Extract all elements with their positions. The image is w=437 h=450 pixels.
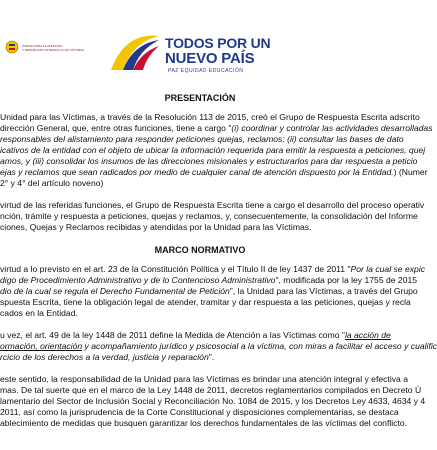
p2-line-1: virtud de las referidas funciones, el Grupo de Respuesta Escrita tiene a cargo el desarrollo del proceso operativ (0, 200, 425, 210)
p3-line-4: spuesta Escrita, tiene la obligación legal de atender, tramitar y dar respuesta a las peticiones, quejas y recla (0, 297, 411, 307)
p1-line-6: ejas y reclamos que sean radicados por medio de cualquier canal de atención dispuesto por la Entidad.) (Numer (0, 167, 428, 177)
p5-line-3: lamentario del Sector de Inclusión Social y Reconciliación No. 1084 de 2015, y los Decretos Ley 4633, 4634 y 4 (0, 396, 426, 406)
p3-line-5: cados en la Entidad. (0, 308, 78, 318)
section-title-marco-normativo: MARCO NORMATIVO (154, 245, 246, 255)
section-title-presentacion: PRESENTACIÓN (164, 93, 236, 103)
p1-line-5: amos, y (iii) consolidar los insumos de las direcciones misionales y estructurarlos para dar respuesta a peticio (0, 156, 418, 166)
p4-line-1: u vez, el art. 49 de la ley 1448 de 2011 define la Medida de Atención a las Víctimas como "la acción de (0, 330, 391, 340)
p1-line-7: 2° y 4° del artículo noveno) (0, 178, 104, 188)
p1-line-4: icativos de la entidad con el objeto de ubicar la información requerida para emitir la respuesta a peticiones, quej (0, 145, 426, 155)
p1-line-1: Unidad para las Víctimas, a través de la Resolución 113 de 2015, creó el Grupo de Respuesta Escrita adscrito (0, 112, 420, 122)
seal-caption-line2: Y REPARACIÓN INTEGRAL A LAS VÍCTIMAS (22, 48, 85, 52)
p5-line-5: ablecimiento de medidas que busquen garantizar los derechos fundamentales de las víctimas del conflicto. (0, 418, 408, 428)
p1-line-3: responsables del alistamiento para responder peticiones quejas, reclamos; (ii) consultar las bases de dato (0, 134, 404, 144)
p4-line-3: rcicio de los derechos a la verdad, justicia y reparación". (0, 352, 215, 362)
p5-line-1: este sentido, la responsabilidad de la Unidad para las Víctimas es brindar una atención integral y efectiva a (0, 374, 408, 384)
p1-line-2: dirección General, que, entre otras funciones, tiene a cargo "(i) coordinar y controlar las actividades desarrolladas (0, 123, 433, 133)
p2-line-2: nción, trámite y respuesta a peticiones, quejas y reclamos, y, consecuentemente, la consolidación del Informe (0, 211, 418, 221)
p4-line-2: ormación, orientación y acompañamiento jurídico y psicosocial a la víctima, con miras a facilitar el acceso y cualific (0, 341, 437, 351)
p3-line-3: dio de la cual se regula el Derecho Fundamental de Petición", la Unidad para las Víctimas, a través del Grupo (0, 286, 418, 296)
p3-line-1: virtud a lo previsto en el art. 23 de la Constitución Política y el Título II de ley 1437 de 2011 "Por la cual se expic (0, 264, 426, 274)
p5-line-4: 2011, así como la jurisprudencia de la Corte Constitucional y disposiciones complementarias, se destaca (0, 407, 399, 417)
logo-tagline: PAZ EQUIDAD EDUCACIÓN (168, 68, 244, 74)
p3-line-2: digo de Procedimiento Administrativo y de lo Contencioso Administrativo", modificada por la ley 1755 de 2015 (0, 275, 418, 285)
logo-line2: NUEVO PAÍS (165, 50, 255, 67)
p5-line-2: mas. De tal suerte que en el marco de la Ley 1448 de 2011, decretos reglamentarios compilados en Decreto Ú (0, 385, 422, 395)
logo-line1: TODOS POR UN (165, 35, 271, 51)
p2-line-3: ciones, Quejas y Reclamos recibidas y atendidas por la Unidad para las Víctimas. (0, 222, 312, 232)
seal-caption-line1: UNIDAD PARA LA ATENCIÓN (22, 44, 63, 48)
